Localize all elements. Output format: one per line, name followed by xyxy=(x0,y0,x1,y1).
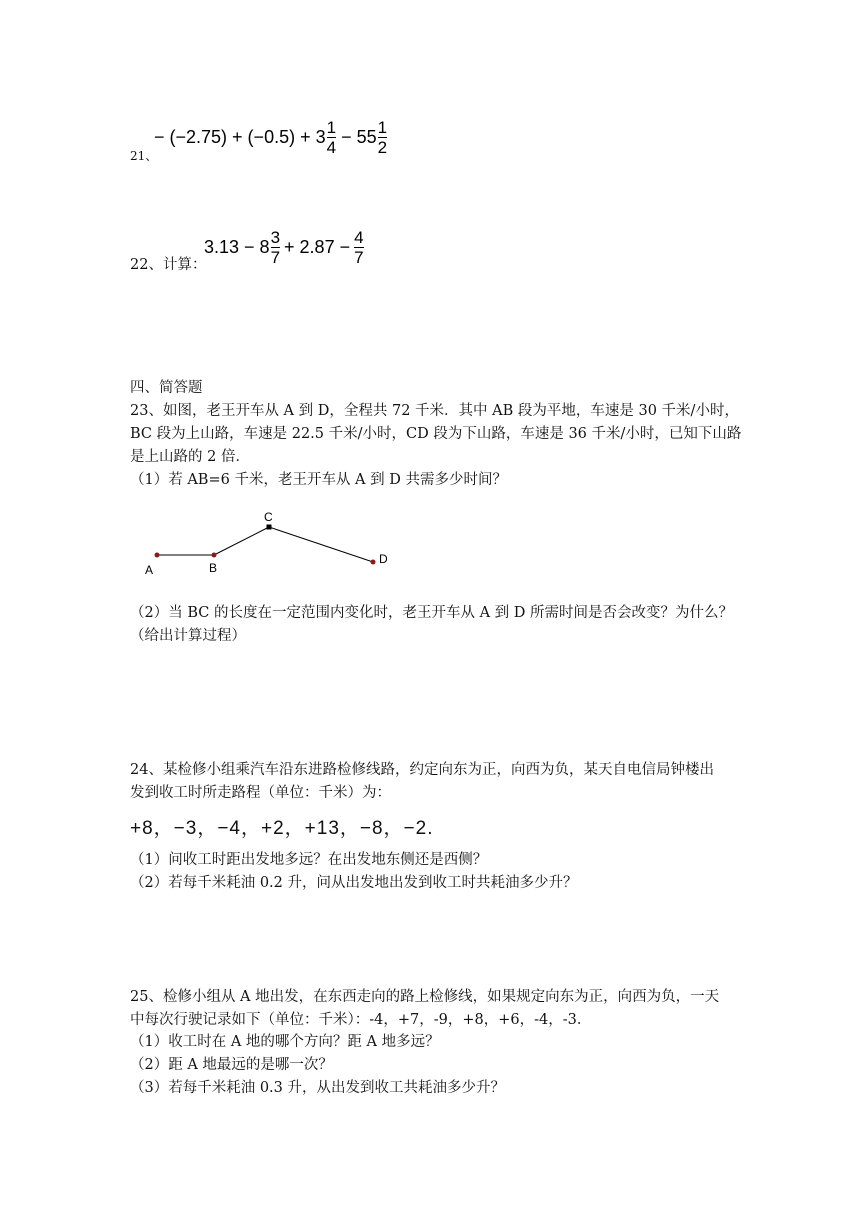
q23-part-1: （1）若 AB=6 千米，老王开车从 A 到 D 共需多少时间？ xyxy=(130,472,507,488)
segment-bc xyxy=(214,527,269,555)
q21-expr-a: − (−2.75) + (−0.5) + 3 xyxy=(154,127,326,147)
q21-fraction-2 xyxy=(378,118,387,157)
q22-frac2-den: 7 xyxy=(354,248,364,267)
point-b xyxy=(212,553,217,558)
q22-frac1-den: 7 xyxy=(270,248,281,267)
q25-part-3: （3）若每千米耗油 0.3 升，从出发到收工共耗油多少升？ xyxy=(130,1080,506,1096)
q22-fraction-1 xyxy=(271,228,280,267)
q25-line-1: 25、检修小组从 A 地出发，在东西走向的路上检修线，如果规定向东为正，向西为负，一天 xyxy=(130,989,720,1005)
q21-frac1-den: 4 xyxy=(326,138,337,157)
q24-part-1: （1）问收工时距出发地多远？在出发地东侧还是西侧？ xyxy=(130,852,488,868)
q22-expression xyxy=(204,228,365,267)
point-d xyxy=(371,560,376,565)
section-title: 四、简答题 xyxy=(130,380,203,396)
q24-sequence: +8，−3，−4，+2，+13，−8，−2. xyxy=(130,818,434,839)
q21-fraction-1 xyxy=(327,118,336,157)
q21-frac2-den: 2 xyxy=(377,138,388,157)
q21-frac1-num: 1 xyxy=(326,118,337,137)
q23-line-3: 是上山路的 2 倍． xyxy=(130,449,250,465)
q22-frac2-num: 4 xyxy=(354,228,364,247)
label-b: B xyxy=(209,561,218,575)
segment-cd xyxy=(269,527,373,562)
q24-line-2: 发到收工时所走路程（单位：千米）为： xyxy=(130,785,391,801)
q23-part-2-line-2: （给出计算过程） xyxy=(130,628,246,644)
q22-fraction-2 xyxy=(354,228,363,267)
q22-expr-a: 3.13 − 8 xyxy=(204,237,270,257)
q24-line-1: 24、某检修小组乘汽车沿东进路检修线路，约定向东为正，向西为负，某天自电信局钟楼出 xyxy=(130,762,714,778)
point-a xyxy=(155,553,160,558)
q25-line-2: 中每次行驶记录如下（单位：千米）：-4，+7，-9，+8，+6，-4，-3． xyxy=(130,1012,592,1028)
q25-part-2: （2）距 A 地最远的是哪一次？ xyxy=(130,1057,333,1073)
q21-expr-b: − 55 xyxy=(341,127,377,147)
label-c: C xyxy=(264,510,273,524)
label-a: A xyxy=(145,563,154,577)
label-d: D xyxy=(379,552,388,566)
q22-expr-b: + 2.87 − xyxy=(284,237,351,257)
q23-line-1: 23、如图，老王开车从 A 到 D，全程共 72 千米．其中 AB 段为平地，车速是 30 千米/小时， xyxy=(130,403,739,419)
q21-frac2-num: 1 xyxy=(377,118,388,137)
q22-frac1-num: 3 xyxy=(270,228,281,247)
point-c xyxy=(267,525,272,530)
q24-part-2: （2）若每千米耗油 0.2 升，问从出发地出发到收工时共耗油多少升？ xyxy=(130,875,578,891)
route-diagram xyxy=(130,505,410,585)
q23-part-2-line-1: （2）当 BC 的长度在一定范围内变化时，老王开车从 A 到 D 所需时间是否会改变？为什么？ xyxy=(130,605,733,621)
q23-line-2: BC 段为上山路，车速是 22.5 千米/小时，CD 段为下山路，车速是 36 千米/小时，已知下山路 xyxy=(130,426,742,442)
q21-expression xyxy=(154,118,388,157)
q21-number: 21、 xyxy=(130,149,158,163)
q25-part-1: （1）收工时在 A 地的哪个方向？距 A 地多远？ xyxy=(130,1034,440,1050)
q22-number: 22、计算： xyxy=(130,257,207,273)
